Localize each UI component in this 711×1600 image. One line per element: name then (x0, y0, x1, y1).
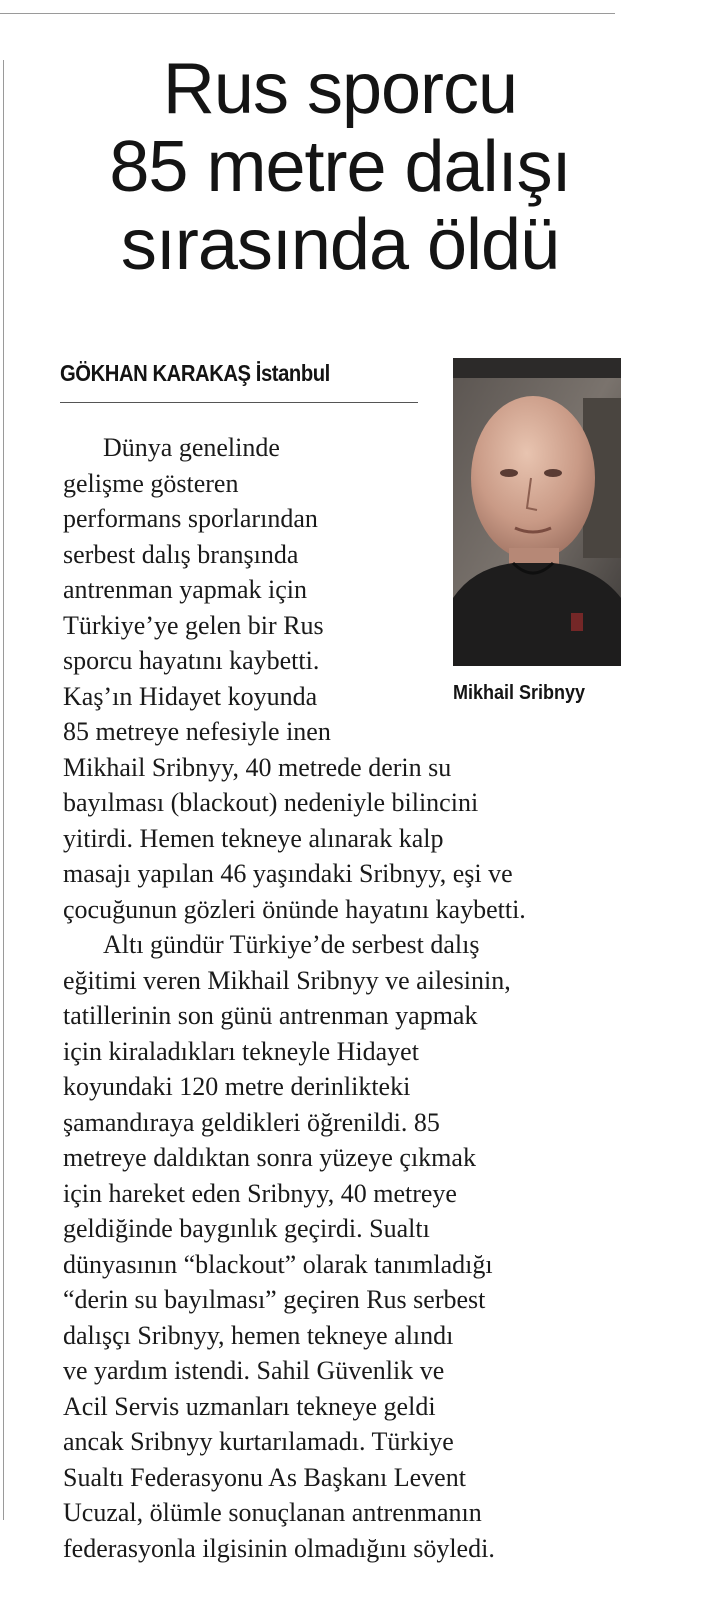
paragraph (63, 927, 623, 1566)
headline (40, 50, 640, 284)
body-line: masajı yapılan 46 yaşındaki Sribnyy, eşi ve (63, 859, 513, 888)
body-line: Sualtı Federasyonu As Başkanı Levent (63, 1462, 466, 1492)
headline-line: sırasında öldü (120, 205, 560, 285)
body-line: geldiğinde baygınlık geçirdi. Sualtı (63, 1214, 430, 1243)
body-line: ancak Sribnyy kurtarılamadı. Türkiye (63, 1427, 454, 1456)
article-body (63, 430, 623, 1566)
body-line: dünyasının “blackout” olarak tanımladığı (63, 1249, 493, 1279)
body-line: Ucuzal, ölümle sonuçlanan antrenmanın (63, 1498, 482, 1527)
headline-line: 85 metre dalışı (109, 127, 571, 207)
paragraph (63, 430, 623, 927)
body-line: için hareket eden Sribnyy, 40 metreye (63, 1178, 457, 1208)
body-line: metreye daldıktan sonra yüzeye çıkmak (63, 1143, 476, 1172)
photo-caption: Mikhail Sribnyy (453, 682, 586, 704)
body-line: serbest dalış branşında (63, 539, 299, 569)
body-line: Acil Servis uzmanları tekneye geldi (63, 1391, 436, 1421)
byline: GÖKHAN KARAKAŞ İstanbul (60, 360, 330, 386)
body-line: çocuğunun gözleri önünde hayatını kaybetti. (63, 894, 526, 924)
body-line: bayılması (blackout) nedeniyle bilincini (63, 788, 479, 817)
body-line: ve yardım istendi. Sahil Güvenlik ve (63, 1356, 445, 1385)
body-line: Kaş’ın Hidayet koyunda (63, 681, 318, 711)
body-line: Altı gündür Türkiye’de serbest dalış (103, 930, 480, 959)
body-line: sporcu hayatını kaybetti. (63, 646, 320, 675)
byline-rule (60, 402, 418, 403)
body-line: “derin su bayılması” geçiren Rus serbest (63, 1285, 486, 1314)
body-line: şamandıraya geldikleri öğrenildi. 85 (63, 1107, 440, 1137)
body-line: eğitimi veren Mikhail Sribnyy ve ailesinin, (63, 965, 511, 995)
body-line: için kiraladıkları tekneyle Hidayet (63, 1036, 419, 1066)
body-line: antrenman yapmak için (63, 575, 308, 604)
body-line: tatillerinin son günü antrenman yapmak (63, 1001, 478, 1030)
headline-line: Rus sporcu (162, 49, 518, 129)
body-line: gelişme gösteren (63, 468, 239, 498)
body-line: federasyonla ilgisinin olmadığını söyledi. (63, 1533, 495, 1563)
body-line: Mikhail Sribnyy, 40 metrede derin su (63, 752, 452, 782)
body-line: performans sporlarından (63, 504, 318, 533)
top-rule (0, 13, 615, 14)
body-line: koyundaki 120 metre derinlikteki (63, 1072, 411, 1101)
body-line: 85 metreye nefesiyle inen (63, 717, 331, 746)
body-line: Türkiye’ye gelen bir Rus (63, 610, 324, 640)
body-line: dalışçı Sribnyy, hemen tekneye alındı (63, 1320, 454, 1350)
body-line: yitirdi. Hemen tekneye alınarak kalp (63, 823, 444, 853)
left-column-rule (3, 60, 4, 1520)
body-line: Dünya genelinde (103, 433, 280, 462)
